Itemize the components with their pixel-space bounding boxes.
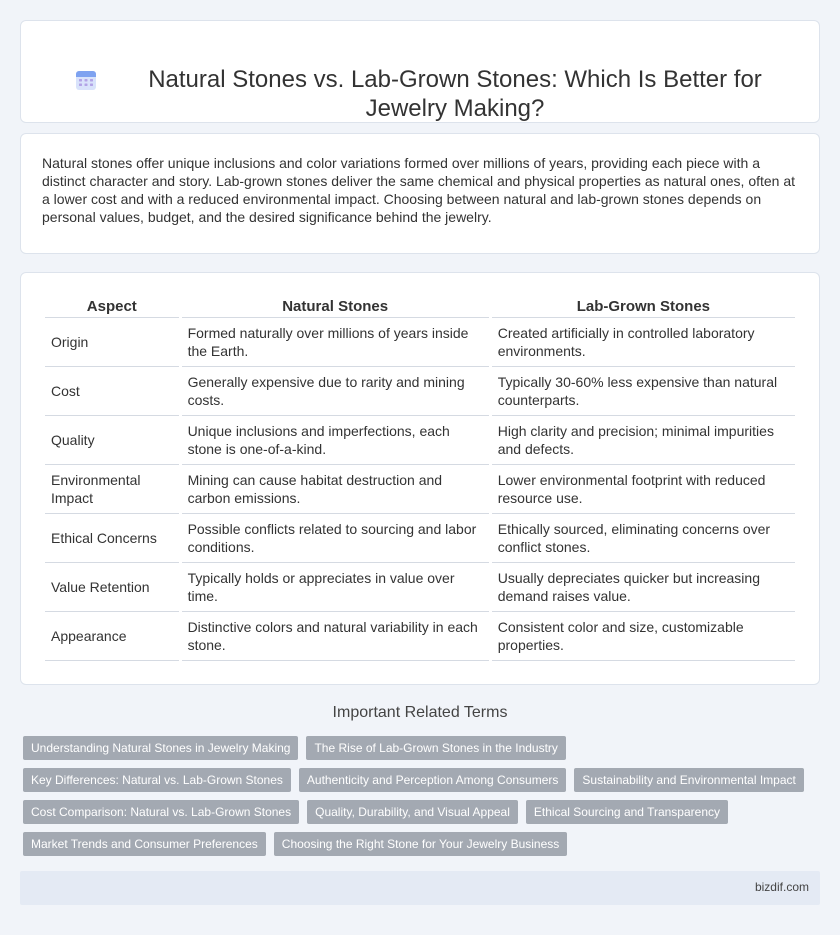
- header-lab-grown: Lab-Grown Stones: [492, 296, 795, 318]
- footer: [20, 871, 820, 905]
- tag-row: [23, 800, 823, 824]
- tag-row: [23, 768, 823, 792]
- tag-row: [23, 832, 823, 856]
- cell-natural: Distinctive colors and natural variability in each stone.: [182, 612, 489, 661]
- calendar-icon: [74, 68, 98, 92]
- table-row: [45, 514, 795, 563]
- cell-natural: Formed naturally over millions of years inside the Earth.: [182, 318, 489, 367]
- related-term-tag[interactable]: Choosing the Right Stone for Your Jewelry Business: [274, 832, 568, 856]
- cell-lab-grown: Created artificially in controlled laboratory environments.: [492, 318, 795, 367]
- intro-text: Natural stones offer unique inclusions and color variations formed over millions of years, providing each piece with a distinct character and story. Lab-grown stones deliver the same chemical and physical properties as natural ones, often at a lower cost and with a reduced environmental impact. Choosing between natural and lab-grown stones depends on personal values, budget, and the desired significance behind the jewelry.: [42, 155, 796, 225]
- related-term-tag[interactable]: Authenticity and Perception Among Consumers: [299, 768, 566, 792]
- related-term-tag[interactable]: The Rise of Lab-Grown Stones in the Industry: [306, 736, 565, 760]
- related-term-tag[interactable]: Cost Comparison: Natural vs. Lab-Grown Stones: [23, 800, 299, 824]
- comparison-card: [20, 272, 820, 685]
- header-natural: Natural Stones: [182, 296, 489, 318]
- cell-lab-grown: Typically 30-60% less expensive than natural counterparts.: [492, 367, 795, 416]
- cell-lab-grown: Ethically sourced, eliminating concerns over conflict stones.: [492, 514, 795, 563]
- footer-site-link[interactable]: bizdif.com: [754, 880, 809, 894]
- related-term-tag[interactable]: Ethical Sourcing and Transparency: [526, 800, 728, 824]
- cell-aspect: Ethical Concerns: [45, 514, 179, 563]
- table-header-row: [45, 296, 795, 318]
- table-row: [45, 367, 795, 416]
- cell-natural: Mining can cause habitat destruction and carbon emissions.: [182, 465, 489, 514]
- cell-natural: Possible conflicts related to sourcing and labor conditions.: [182, 514, 489, 563]
- comparison-table: [42, 296, 798, 661]
- cell-natural: Typically holds or appreciates in value over time.: [182, 563, 489, 612]
- cell-natural: Generally expensive due to rarity and mining costs.: [182, 367, 489, 416]
- tag-row: [23, 736, 823, 760]
- intro-card: [20, 133, 820, 254]
- related-term-tag[interactable]: Quality, Durability, and Visual Appeal: [307, 800, 518, 824]
- related-terms-heading: Important Related Terms: [332, 704, 508, 721]
- cell-aspect: Cost: [45, 367, 179, 416]
- cell-lab-grown: Usually depreciates quicker but increasing demand raises value.: [492, 563, 795, 612]
- table-row: [45, 318, 795, 367]
- cell-lab-grown: High clarity and precision; minimal impurities and defects.: [492, 416, 795, 465]
- related-term-tag[interactable]: Market Trends and Consumer Preferences: [23, 832, 266, 856]
- cell-aspect: Value Retention: [45, 563, 179, 612]
- related-term-tag[interactable]: Sustainability and Environmental Impact: [574, 768, 803, 792]
- cell-natural: Unique inclusions and imperfections, each stone is one-of-a-kind.: [182, 416, 489, 465]
- title-card: [20, 20, 820, 123]
- cell-aspect: Quality: [45, 416, 179, 465]
- page-title: Natural Stones vs. Lab-Grown Stones: Which Is Better for Jewelry Making?: [148, 66, 762, 122]
- table-row: [45, 416, 795, 465]
- cell-aspect: Appearance: [45, 612, 179, 661]
- table-row: [45, 563, 795, 612]
- header-aspect: Aspect: [45, 296, 179, 318]
- related-term-tag[interactable]: Key Differences: Natural vs. Lab-Grown Stones: [23, 768, 291, 792]
- table-row: [45, 465, 795, 514]
- related-terms-list: [23, 736, 823, 864]
- related-term-tag[interactable]: Understanding Natural Stones in Jewelry Making: [23, 736, 298, 760]
- cell-aspect: Environmental Impact: [45, 465, 179, 514]
- cell-lab-grown: Lower environmental footprint with reduced resource use.: [492, 465, 795, 514]
- cell-aspect: Origin: [45, 318, 179, 367]
- cell-lab-grown: Consistent color and size, customizable properties.: [492, 612, 795, 661]
- table-row: [45, 612, 795, 661]
